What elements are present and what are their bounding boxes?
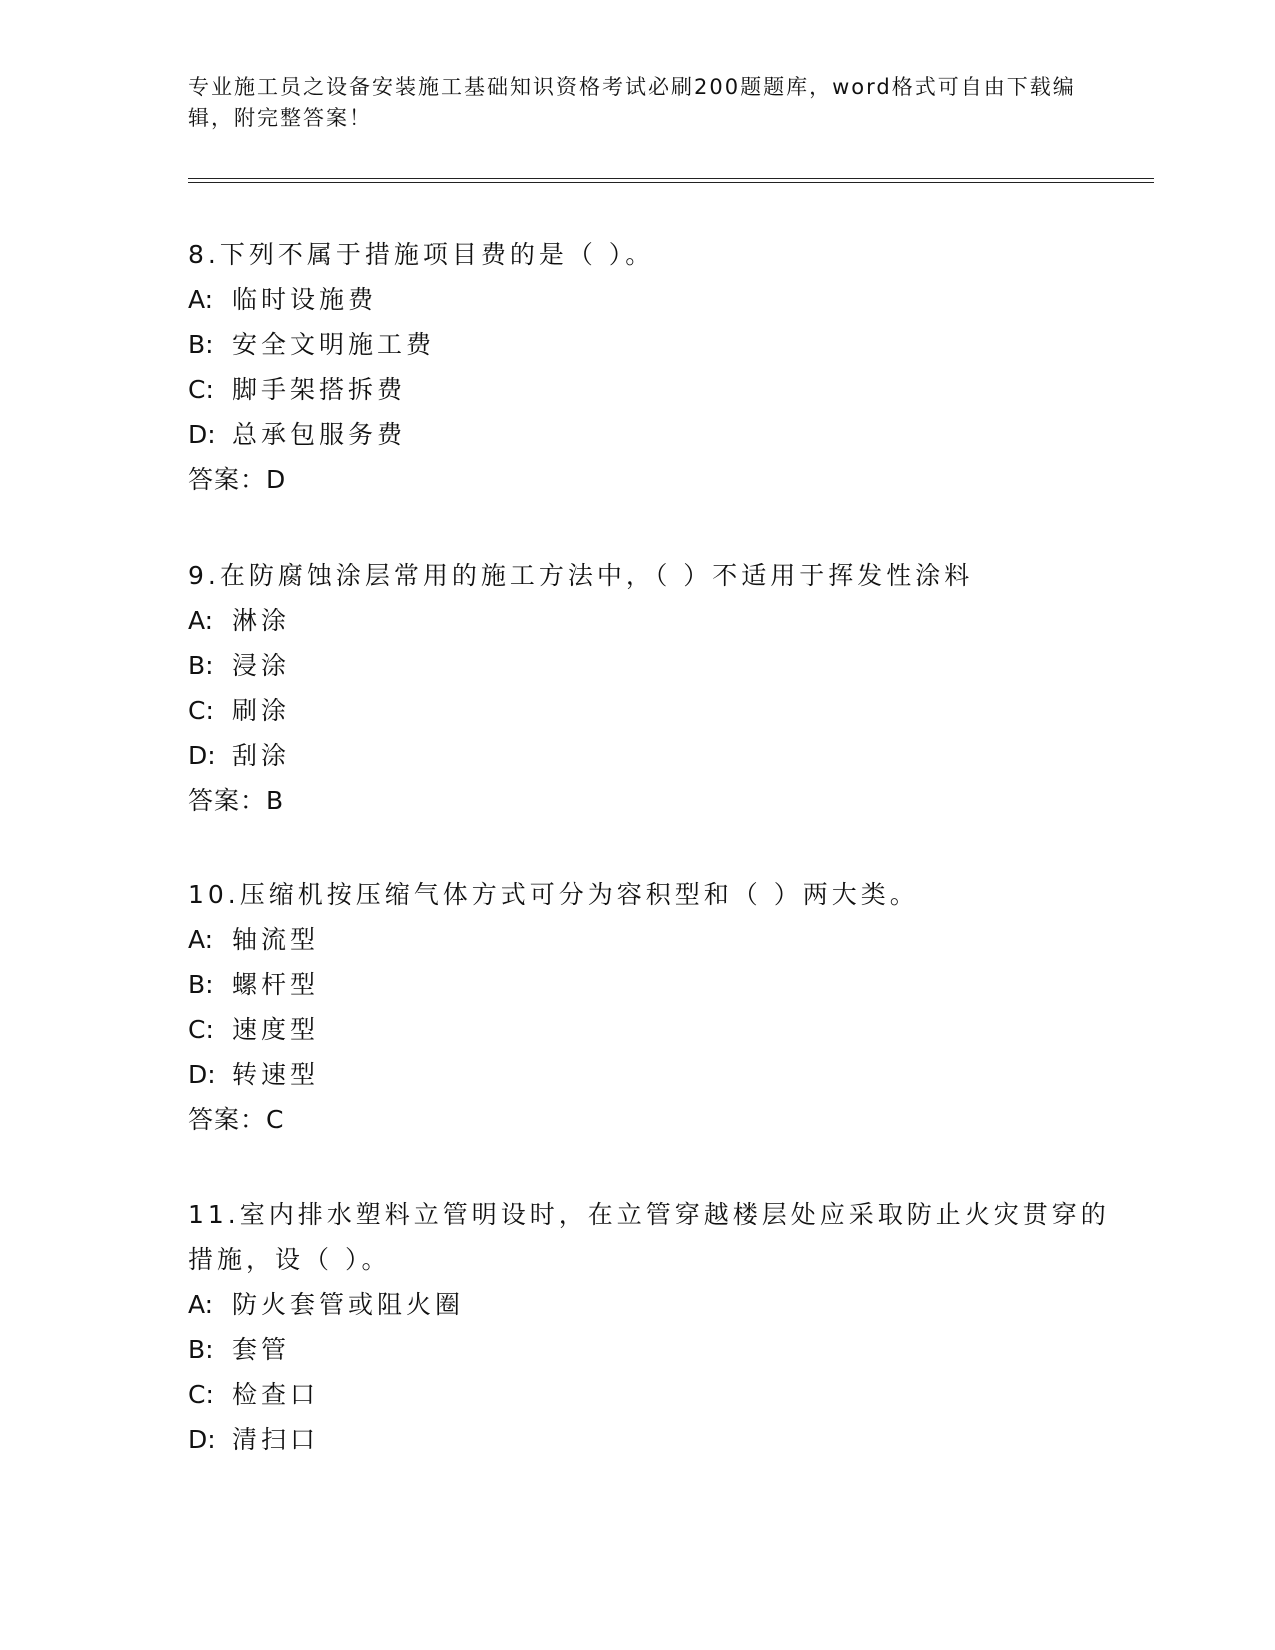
option-a (188, 277, 1128, 322)
option-letter: D: (188, 1425, 216, 1454)
option-text: 防火套管或阻火圈 (232, 1290, 465, 1319)
option-c (188, 1007, 1128, 1052)
option-a (188, 598, 1128, 643)
option-letter: D: (188, 1060, 216, 1089)
option-letter: B: (188, 970, 214, 999)
option-text: 淋涂 (232, 606, 291, 635)
question-8 (188, 232, 1128, 502)
option-text: 套管 (232, 1335, 291, 1364)
question-10 (188, 872, 1128, 1142)
option-letter: C: (188, 1380, 214, 1409)
option-text: 浸涂 (232, 651, 291, 680)
option-text: 刷涂 (232, 696, 291, 725)
question-stem: 11.室内排水塑料立管明设时，在立管穿越楼层处应采取防止火灾贯穿的措施，设（ ）。 (188, 1200, 1110, 1274)
option-d (188, 1052, 1128, 1097)
option-letter: D: (188, 420, 216, 449)
header-divider-top (188, 178, 1154, 179)
option-text: 清扫口 (232, 1425, 320, 1454)
option-letter: B: (188, 651, 214, 680)
option-letter: B: (188, 330, 214, 359)
option-letter: A: (188, 606, 214, 635)
option-text: 脚手架搭拆费 (232, 375, 407, 404)
answer-line: 答案：D (188, 465, 287, 494)
document-header (188, 72, 1088, 134)
option-b (188, 322, 1128, 367)
option-text: 总承包服务费 (232, 420, 407, 449)
option-c (188, 688, 1128, 733)
option-text: 轴流型 (232, 925, 320, 954)
option-text: 检查口 (232, 1380, 320, 1409)
option-letter: D: (188, 741, 216, 770)
answer-line: 答案：C (188, 1105, 285, 1134)
option-text: 螺杆型 (232, 970, 320, 999)
option-a (188, 917, 1128, 962)
question-stem: 10.压缩机按压缩气体方式可分为容积型和（ ）两大类。 (188, 880, 919, 909)
option-d (188, 412, 1128, 457)
option-b (188, 1327, 1128, 1372)
option-text: 安全文明施工费 (232, 330, 436, 359)
option-letter: C: (188, 1015, 214, 1044)
question-9 (188, 553, 1128, 823)
option-c (188, 367, 1128, 412)
option-letter: A: (188, 285, 214, 314)
question-stem: 9.在防腐蚀涂层常用的施工方法中，（ ）不适用于挥发性涂料 (188, 561, 974, 590)
option-letter: B: (188, 1335, 214, 1364)
option-text: 临时设施费 (232, 285, 378, 314)
header-title: 专业施工员之设备安装施工基础知识资格考试必刷200题题库，word格式可自由下载编辑，附完整答案！ (188, 75, 1076, 130)
option-d (188, 733, 1128, 778)
option-letter: A: (188, 925, 214, 954)
option-letter: C: (188, 696, 214, 725)
option-letter: A: (188, 1290, 214, 1319)
question-11 (188, 1192, 1128, 1462)
option-b (188, 962, 1128, 1007)
question-stem: 8.下列不属于措施项目费的是（ ）。 (188, 240, 655, 269)
option-text: 刮涂 (232, 741, 291, 770)
option-letter: C: (188, 375, 214, 404)
header-divider-bottom (188, 182, 1154, 183)
option-d (188, 1417, 1128, 1462)
option-text: 转速型 (232, 1060, 320, 1089)
option-a (188, 1282, 1128, 1327)
option-text: 速度型 (232, 1015, 320, 1044)
option-b (188, 643, 1128, 688)
answer-line: 答案：B (188, 786, 285, 815)
option-c (188, 1372, 1128, 1417)
